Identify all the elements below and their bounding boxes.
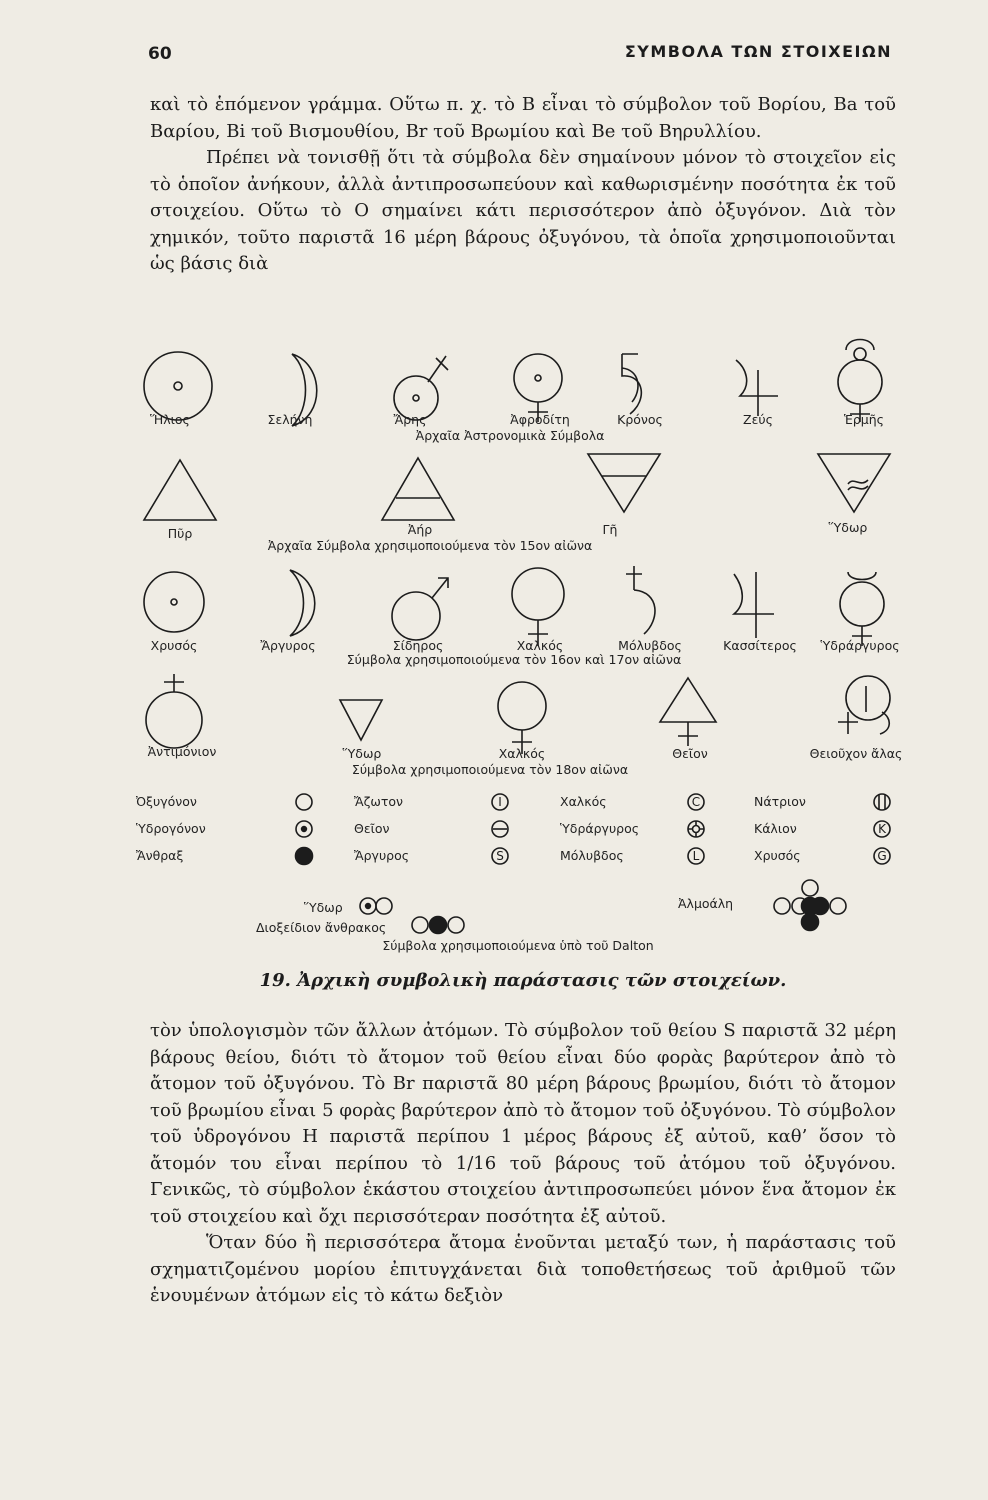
figure-caption: 19. Ἀρχικὴ συμβολικὴ παράστασις τῶν στοιχείων. bbox=[259, 970, 787, 991]
sulfur-symbol-icon bbox=[654, 674, 724, 754]
dalton-gold-label: Χρυσός bbox=[754, 848, 801, 863]
dalton-silver-icon bbox=[490, 846, 510, 866]
silver-symbol-icon bbox=[280, 566, 330, 640]
alchemical-symbols-figure bbox=[130, 330, 903, 970]
paragraph-1: καὶ τὸ ἑπόμενον γράμμα. Οὕτω π. χ. τὸ B εἶναι τὸ σύμβολον τοῦ Βορίου, Ba τοῦ Βαρίου, Bi τοῦ Βισμουθίου, Br τοῦ Βρωμίου καὶ Be τοῦ Βηρυλλίου. bbox=[150, 94, 896, 142]
dalton-alum-icon bbox=[772, 878, 848, 932]
dalton-sulfur-label: Θεῖον bbox=[354, 821, 390, 836]
dalton-sulfur-icon bbox=[490, 819, 510, 839]
dalton-lead-icon bbox=[686, 846, 706, 866]
top-text bbox=[150, 92, 896, 278]
dalton-caption: Σύμβολα χρησιμοποιούμενα ὑπὸ τοῦ Dalton bbox=[382, 938, 654, 953]
tin-symbol-icon bbox=[722, 568, 782, 648]
dalton-co2-icon bbox=[410, 914, 466, 936]
sulfide-symbol-icon bbox=[834, 672, 894, 752]
earth-symbol-icon bbox=[584, 448, 664, 518]
running-title: ΣΥΜΒΟΛΑ ΤΩΝ ΣΤΟΙΧΕΙΩΝ bbox=[624, 42, 892, 61]
dalton-silver-label: Ἄργυρος bbox=[354, 848, 410, 863]
dalton-water-icon bbox=[358, 896, 396, 916]
svg-text:L: L bbox=[692, 849, 700, 863]
label-copper: Χαλκός bbox=[516, 638, 564, 653]
row1-caption: Ἀρχαῖα Ἀστρονομικὰ Σύμβολα bbox=[415, 428, 605, 443]
label-sulfur: Θεῖον bbox=[672, 746, 708, 761]
dalton-gold-icon bbox=[872, 846, 892, 866]
water-symbol-icon bbox=[814, 448, 894, 518]
dalton-copper-icon bbox=[686, 792, 706, 812]
lead-symbol-icon bbox=[620, 564, 670, 644]
row3-caption: Σύμβολα χρησιμοποιούμενα τὸν 16ον καὶ 17ον αἰῶνα bbox=[346, 652, 682, 667]
dalton-hydrogen-icon bbox=[294, 819, 314, 839]
label-air: Ἀήρ bbox=[407, 522, 433, 537]
dalton-mercury-icon bbox=[686, 819, 706, 839]
iron-symbol-icon bbox=[388, 574, 458, 644]
label-venus: Ἀφροδίτη bbox=[510, 412, 570, 427]
dalton-nitrogen-label: Ἄζωτον bbox=[354, 794, 404, 809]
label-silver: Ἄργυρος bbox=[260, 638, 316, 653]
paragraph-4: Ὅταν δύο ἢ περισσότερα ἄτομα ἑνοῦνται μεταξύ των, ἡ παράστασις τοῦ σχηματιζομένου μορίου ἐπιτυγχάνεται διὰ τοποθετήσεως τοῦ ἀριθμοῦ τῶν ἑνουμένων ἀτόμων εἰς τὸ κάτω δεξιὸν bbox=[150, 1232, 896, 1306]
gold-symbol-icon bbox=[140, 568, 210, 638]
row2-caption: Ἀρχαῖα Σύμβολα χρησιμοποιούμενα τὸν 15ον αἰῶνα bbox=[267, 538, 593, 553]
label-tin: Κασσίτερος bbox=[723, 638, 797, 653]
dalton-water-label: Ὕδωρ bbox=[304, 900, 343, 915]
label-earth: Γῆ bbox=[602, 522, 618, 537]
dalton-sodium-icon bbox=[872, 792, 892, 812]
label-mars: Ἄρης bbox=[393, 412, 427, 427]
dalton-copper-label: Χαλκός bbox=[560, 794, 607, 809]
svg-text:G: G bbox=[877, 849, 887, 863]
label-sun: Ἥλιος bbox=[150, 412, 190, 427]
svg-text:I: I bbox=[498, 795, 502, 809]
paragraph-2: Πρέπει νὰ τονισθῇ ὅτι τὰ σύμβολα δὲν σημαίνουν μόνον τὸ στοιχεῖον εἰς τὸ ὁποῖον ἀνήκουν, ἀλλὰ ἀντιπροσωπεύουν καὶ καθωρισμένην ποσότητα ἐκ τοῦ στοιχείου. Οὕτω τὸ O σημαίνει κάτι περισσότερον ἀπὸ ὀξυγόνον. Διὰ τὸν χημικόν, τοῦτο παριστᾶ 16 μέρη βάρους ὀξυγόνου, τὰ ὁποῖα χρησιμοποιοῦνται ὡς βάσις διὰ bbox=[150, 147, 896, 274]
label-copper-18c: Χαλκός bbox=[498, 746, 546, 761]
air-symbol-icon bbox=[378, 454, 458, 526]
antimony-symbol-icon bbox=[140, 672, 210, 752]
label-water: Ὕδωρ bbox=[828, 520, 868, 535]
svg-text:C: C bbox=[691, 795, 701, 809]
label-sulfide: Θειοῦχον ἄλας bbox=[809, 746, 903, 761]
bottom-text bbox=[150, 1018, 896, 1310]
dalton-oxygen-icon bbox=[294, 792, 314, 812]
label-lead: Μόλυβδος bbox=[618, 638, 682, 653]
dalton-nitrogen-icon bbox=[490, 792, 510, 812]
dalton-co2-label: Διοξείδιον ἄνθρακος bbox=[256, 920, 387, 935]
fire-symbol-icon bbox=[140, 456, 220, 526]
label-mercury: Ἑρμῆς bbox=[843, 412, 885, 427]
svg-text:K: K bbox=[878, 822, 886, 836]
label-fire: Πῦρ bbox=[167, 526, 193, 541]
dalton-carbon-icon bbox=[294, 846, 314, 866]
dalton-oxygen-label: Ὀξυγόνον bbox=[136, 794, 197, 809]
dalton-potassium-icon bbox=[872, 819, 892, 839]
row4-caption: Σύμβολα χρησιμοποιούμενα τὸν 18ον αἰῶνα bbox=[351, 762, 629, 777]
paragraph-3: τὸν ὑπολογισμὸν τῶν ἄλλων ἀτόμων. Τὸ σύμβολον τοῦ θείου S παριστᾶ 32 μέρη βάρους θείου, διότι τὸ ἄτομον τοῦ θείου εἶναι δύο φορὰς βαρύτερον ἀπὸ τὸ ἄτομον τοῦ ὀξυγόνου. Τὸ Br παριστᾶ 80 μέρη βάρους βρωμίου, διότι τὸ ἄτομον τοῦ βρωμίου εἶναι 5 φορὰς βαρύτερον ἀπὸ τὸ ἄτομον τοῦ ὀξυγόνου. Τὸ σύμβολον τοῦ ὑδρογόνου H παριστᾶ περίπου 1 μέρος βάρους ἐξ αὐτοῦ, καθ’ ὅσον τὸ ἄτομόν του εἶναι περίπου τὸ 1/16 τοῦ βάρους τοῦ ἀτόμου τοῦ ὀξυγόνου. Γενικῶς, τὸ σύμβολον ἑκάστου στοιχείου ἀντιπροσωπεύει μόνον ἕνα ἄτομον ἐκ τοῦ στοιχείου καὶ ὄχι περισσότεραν ποσότητα ἐξ αὐτοῦ. bbox=[150, 1020, 896, 1227]
dalton-lead-label: Μόλυβδος bbox=[560, 848, 624, 863]
label-iron: Σίδηρος bbox=[392, 638, 444, 653]
svg-text:S: S bbox=[496, 849, 504, 863]
label-water-18c: Ὕδωρ bbox=[342, 746, 382, 761]
dalton-hydrogen-label: Ὑδρογόνον bbox=[136, 821, 206, 836]
label-saturn: Κρόνος bbox=[617, 412, 663, 427]
label-jupiter: Ζεύς bbox=[743, 412, 773, 427]
dalton-sodium-label: Νάτριον bbox=[754, 794, 806, 809]
water-18c-symbol-icon bbox=[336, 696, 386, 746]
label-antimony: Ἀντιμόνιον bbox=[147, 744, 217, 759]
dalton-mercury-label: Ὑδράργυρος bbox=[560, 821, 640, 836]
dalton-alum-label: Ἀλμοάλη bbox=[678, 896, 734, 911]
page-number: 60 bbox=[148, 44, 172, 64]
label-moon: Σελήνη bbox=[267, 412, 313, 427]
dalton-potassium-label: Κάλιον bbox=[754, 821, 797, 836]
dalton-carbon-label: Ἄνθραξ bbox=[136, 848, 184, 863]
label-mercury-metal: Ὑδράργυρος bbox=[820, 638, 900, 653]
label-gold: Χρυσός bbox=[150, 638, 198, 653]
